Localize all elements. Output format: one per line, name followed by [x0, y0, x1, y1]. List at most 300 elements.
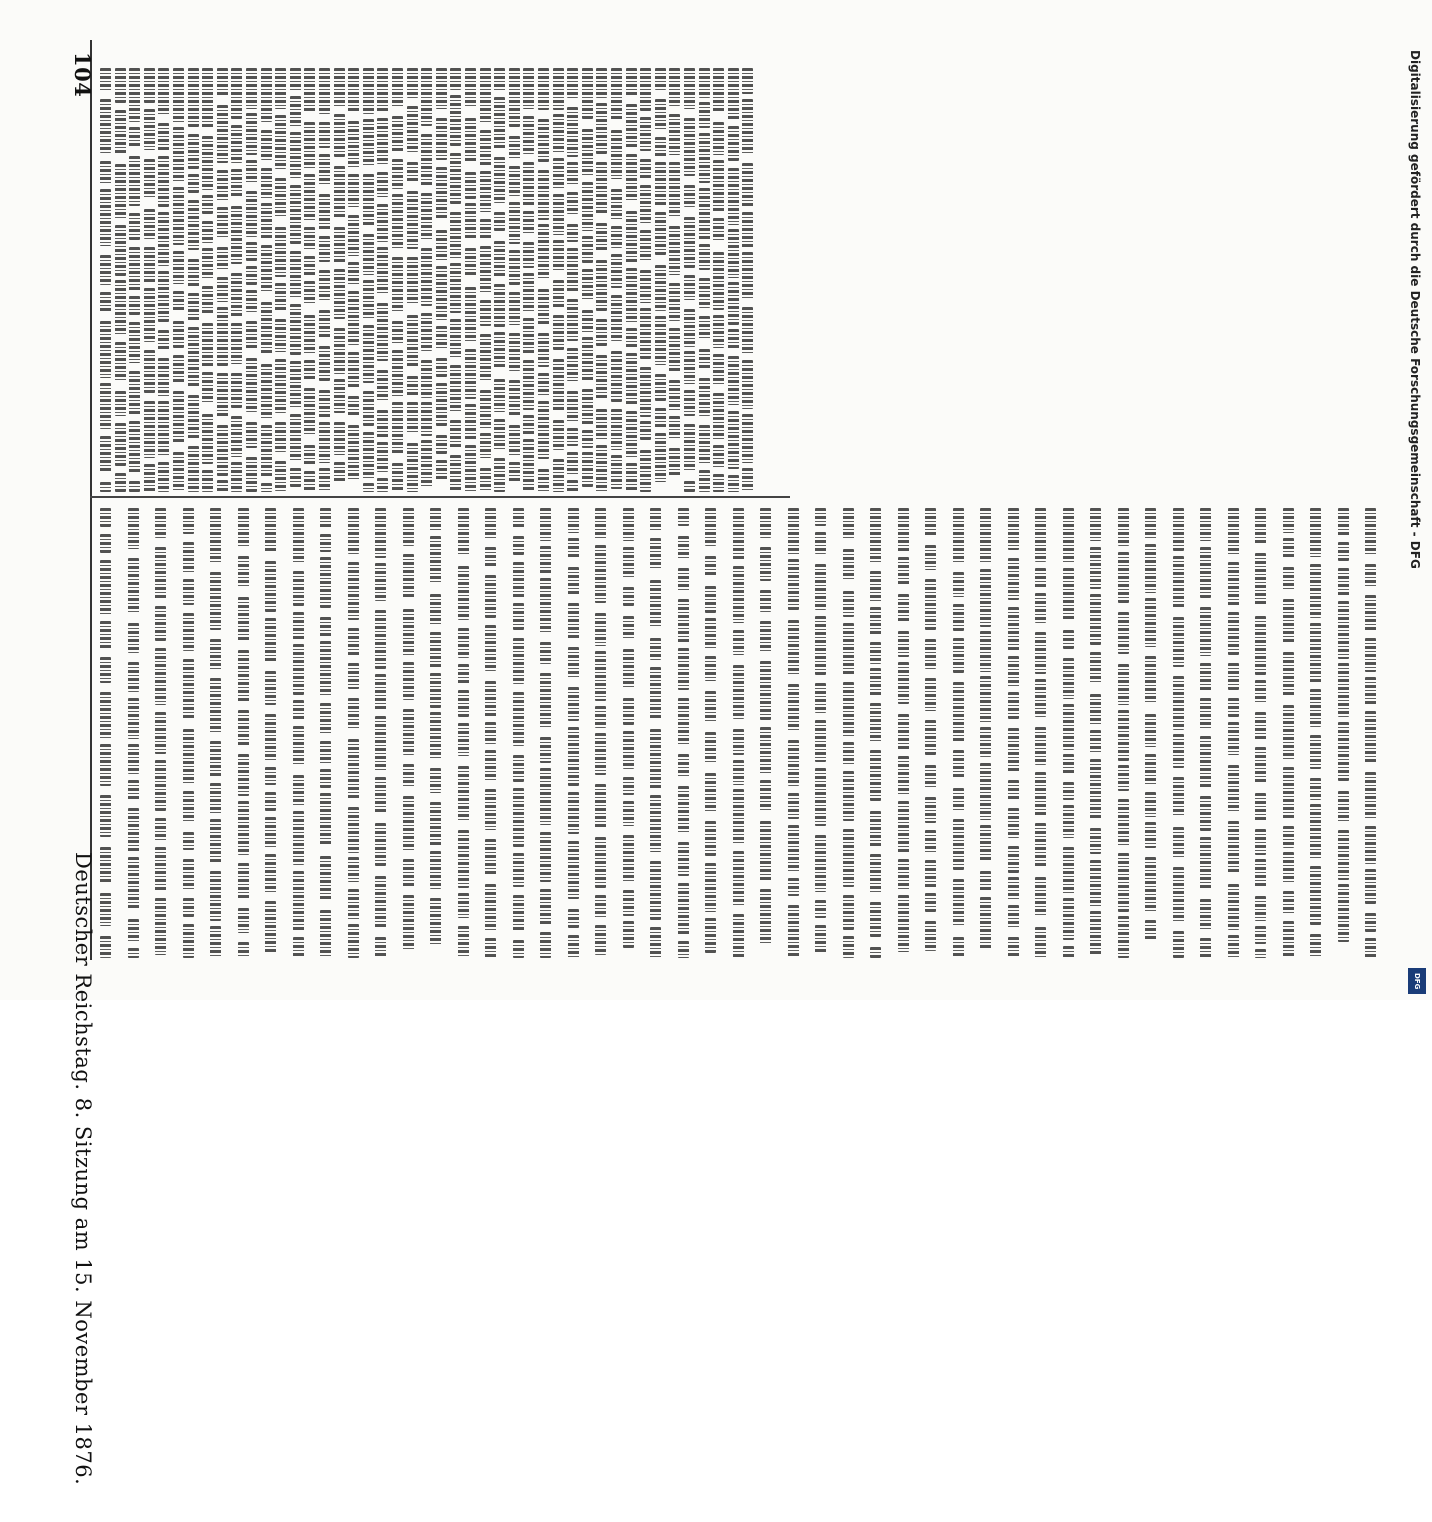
text-line-segment	[567, 391, 578, 423]
text-line-segment	[238, 710, 249, 746]
text-line-segment	[319, 236, 330, 262]
text-line-segment	[485, 547, 496, 568]
text-line-segment	[699, 470, 710, 492]
text-line-segment	[485, 722, 496, 744]
text-line-segment	[334, 462, 345, 483]
text-line-segment	[246, 191, 257, 237]
text-line-segment	[265, 792, 276, 810]
text-line-segment	[304, 281, 315, 305]
text-line-segment	[1035, 508, 1046, 562]
text-line-segment	[728, 229, 739, 278]
text-line-segment	[183, 791, 194, 822]
text-line-segment	[684, 309, 695, 346]
text-line-segment	[898, 508, 909, 553]
text-line-segment	[465, 203, 476, 239]
text-line-segment	[173, 452, 184, 492]
text-line-segment	[217, 207, 228, 239]
text-line-segment	[655, 137, 666, 157]
text-line-segment	[684, 481, 695, 492]
text-line-segment	[1090, 694, 1101, 726]
text-line-segment	[173, 251, 184, 284]
text-line-segment	[596, 355, 607, 400]
text-line-segment	[238, 863, 249, 899]
text-line-segment	[1310, 623, 1321, 682]
text-line-segment	[188, 174, 199, 194]
text-line-segment	[458, 766, 469, 822]
text-line-segment	[843, 771, 854, 821]
text-line-segment	[430, 768, 441, 793]
text-line-segment	[733, 665, 744, 719]
text-line-segment	[1228, 562, 1239, 606]
text-line-segment	[183, 542, 194, 573]
text-line-segment	[1008, 508, 1019, 550]
text-line-segment	[392, 463, 403, 492]
text-line-segment	[582, 68, 593, 119]
text-line-segment	[1035, 593, 1046, 623]
text-line-segment	[348, 628, 359, 656]
text-line-segment	[202, 248, 213, 280]
text-line-segment	[319, 346, 330, 381]
text-line-segment	[407, 162, 418, 182]
text-line-segment	[265, 817, 276, 848]
text-line-segment	[611, 254, 622, 288]
text-line-segment	[1365, 869, 1376, 904]
text-line-segment	[1228, 821, 1239, 874]
text-line-segment	[655, 408, 666, 428]
text-line-segment	[377, 68, 388, 112]
text-line-segment	[1090, 730, 1101, 753]
text-line-segment	[320, 910, 331, 957]
text-line-segment	[485, 884, 496, 931]
text-line-segment	[1200, 607, 1211, 656]
text-line-segment	[815, 564, 826, 610]
text-line-segment	[705, 618, 716, 651]
text-line-segment	[843, 936, 854, 958]
text-line-segment	[1365, 677, 1376, 705]
text-line-segment	[870, 750, 881, 802]
text-line-segment	[1338, 663, 1349, 717]
text-line-segment	[183, 898, 194, 917]
text-line-segment	[540, 889, 551, 926]
text-line-segment	[238, 754, 249, 796]
text-line-segment	[1365, 913, 1376, 932]
text-line-segment	[705, 918, 716, 953]
text-line-segment	[626, 328, 637, 349]
text-line-segment	[870, 668, 881, 696]
text-line-segment	[261, 68, 272, 122]
text-line-segment	[705, 732, 716, 764]
text-line-segment	[1255, 712, 1266, 740]
text-line-segment	[173, 391, 184, 442]
text-line-segment	[595, 895, 606, 918]
text-line-segment	[231, 125, 242, 164]
text-line-segment	[100, 657, 111, 683]
text-line-segment	[1063, 508, 1074, 563]
text-line-segment	[348, 174, 359, 207]
text-line-segment	[480, 468, 491, 492]
text-line-segment	[1365, 595, 1376, 632]
text-line-segment	[238, 650, 249, 702]
text-line-segment	[1310, 689, 1321, 727]
text-line-segment	[567, 224, 578, 242]
text-line-segment	[595, 545, 606, 603]
text-line-segment	[1283, 891, 1294, 914]
text-line-segment	[870, 902, 881, 937]
text-line-segment	[640, 159, 651, 179]
text-line-segment	[115, 280, 126, 336]
text-line-segment	[1090, 652, 1101, 685]
text-line-segment	[699, 349, 710, 371]
text-line-segment	[348, 663, 359, 689]
text-line-segment	[183, 859, 194, 891]
text-line-segment	[980, 508, 991, 564]
text-line-segment	[1283, 567, 1294, 591]
text-line-segment	[217, 307, 228, 367]
text-line-segment	[523, 415, 534, 435]
text-line-segment	[713, 393, 724, 439]
text-line-segment	[980, 871, 991, 891]
text-line-segment	[699, 244, 710, 270]
text-line-segment	[458, 723, 469, 756]
text-line-segment	[611, 226, 622, 247]
text-line-segment	[407, 402, 418, 433]
text-line-segment	[421, 134, 432, 185]
text-line-segment	[100, 321, 111, 378]
text-line-segment	[348, 924, 359, 958]
text-line-segment	[494, 241, 505, 277]
text-line-segment	[788, 878, 799, 896]
text-line-segment	[925, 545, 936, 570]
text-line-segment	[898, 594, 909, 622]
text-line-segment	[623, 616, 634, 640]
text-line-segment	[403, 662, 414, 700]
text-line-segment	[678, 568, 689, 592]
text-line-segment	[925, 639, 936, 668]
text-line-segment	[290, 304, 301, 355]
text-line-segment	[1063, 847, 1074, 894]
text-line-segment	[188, 68, 199, 127]
text-line-segment	[1255, 926, 1266, 944]
text-line-segment	[568, 603, 579, 640]
text-line-segment	[733, 729, 744, 755]
text-line-segment	[742, 360, 753, 409]
text-line-segment	[465, 349, 476, 399]
text-line-segment	[513, 508, 524, 528]
text-line-segment	[509, 333, 520, 371]
text-line-segment	[320, 641, 331, 697]
text-line-segment	[436, 358, 447, 377]
text-line-segment	[540, 832, 551, 881]
text-line-segment	[465, 404, 476, 439]
text-line-segment	[436, 326, 447, 351]
text-line-segment	[678, 648, 689, 690]
text-line-segment	[669, 162, 680, 218]
text-line-segment	[183, 508, 194, 534]
text-line-segment	[407, 443, 418, 492]
text-line-segment	[640, 230, 651, 261]
text-line-segment	[1063, 630, 1074, 649]
text-line-segment	[567, 68, 578, 98]
text-line-segment	[655, 433, 666, 481]
text-line-segment	[158, 68, 169, 115]
text-line-segment	[115, 391, 126, 416]
text-line-segment	[128, 919, 139, 942]
text-line-segment	[231, 273, 242, 318]
text-line-segment	[375, 508, 386, 558]
text-line-segment	[115, 423, 126, 466]
text-line-segment	[623, 835, 634, 882]
text-line-segment	[1255, 553, 1266, 606]
text-line-segment	[728, 329, 739, 350]
text-line-segment	[1283, 652, 1294, 696]
text-line-segment	[210, 741, 221, 776]
text-line-segment	[568, 687, 579, 721]
text-line-segment	[567, 192, 578, 214]
text-line-segment	[898, 714, 909, 751]
text-line-segment	[375, 716, 386, 771]
text-line-segment	[430, 673, 441, 708]
text-line-segment	[183, 729, 194, 784]
text-line-segment	[319, 122, 330, 148]
text-line-segment	[1145, 792, 1156, 817]
text-line-segment	[183, 832, 194, 850]
text-line-segment	[553, 359, 564, 411]
text-line-segment	[407, 257, 418, 305]
text-line-segment	[392, 321, 403, 344]
text-line-segment	[788, 684, 799, 731]
text-line-segment	[348, 121, 359, 168]
text-line-segment	[540, 737, 551, 763]
text-line-segment	[217, 105, 228, 163]
text-line-segment	[293, 726, 304, 765]
text-line-segment	[980, 676, 991, 723]
text-line-segment	[669, 226, 680, 275]
text-line-segment	[290, 361, 301, 409]
text-line-segment	[623, 890, 634, 916]
text-line-segment	[485, 625, 496, 671]
text-line-segment	[210, 783, 221, 815]
text-line-segment	[304, 227, 315, 251]
text-line-segment	[334, 422, 345, 454]
text-line-segment	[1063, 568, 1074, 621]
text-line-segment	[100, 893, 111, 926]
text-line-segment	[210, 639, 221, 671]
text-line-segment	[595, 784, 606, 828]
text-line-segment	[1008, 846, 1019, 872]
text-line-segment	[128, 744, 139, 774]
text-line-segment	[158, 462, 169, 492]
text-line-segment	[100, 847, 111, 884]
text-line-segment	[436, 435, 447, 454]
text-line-segment	[953, 750, 964, 778]
text-line-segment	[509, 380, 520, 416]
text-line-segment	[407, 315, 418, 368]
text-line-segment	[1338, 508, 1349, 537]
text-line-segment	[1063, 754, 1074, 773]
text-line-segment	[319, 422, 330, 463]
text-line-segment	[582, 236, 593, 263]
text-line-segment	[678, 786, 689, 833]
text-line-segment	[980, 763, 991, 820]
text-line-segment	[334, 227, 345, 264]
text-line-segment	[1090, 828, 1101, 854]
text-line-segment	[129, 371, 140, 416]
text-line-segment	[210, 871, 221, 921]
text-line-segment	[375, 823, 386, 865]
text-line-segment	[375, 674, 386, 711]
dfg-logo: DFG	[1408, 968, 1426, 994]
text-line-segment	[1283, 508, 1294, 533]
text-line-segment	[595, 651, 606, 700]
text-line-segment	[582, 269, 593, 302]
text-line-segment	[925, 508, 936, 537]
text-line-segment	[898, 756, 909, 795]
text-line-segment	[678, 508, 689, 526]
text-line-segment	[509, 292, 520, 325]
text-line-segment	[699, 68, 710, 98]
text-line-segment	[509, 462, 520, 482]
text-line-segment	[377, 118, 388, 164]
text-line-segment	[1008, 656, 1019, 688]
text-line-segment	[1008, 607, 1019, 652]
text-line-segment	[375, 876, 386, 929]
text-line-segment	[173, 321, 184, 348]
text-line-segment	[202, 195, 213, 215]
text-line-segment	[450, 212, 461, 259]
text-line-segment	[421, 440, 432, 488]
text-line-segment	[1310, 735, 1321, 769]
text-line-segment	[713, 252, 724, 311]
text-line-segment	[898, 662, 909, 704]
text-line-segment	[275, 422, 286, 452]
text-line-segment	[650, 580, 661, 628]
text-line-segment	[1310, 804, 1321, 859]
text-line-segment	[582, 389, 593, 425]
text-line-segment	[567, 107, 578, 157]
text-line-segment	[611, 351, 622, 402]
text-line-segment	[202, 136, 213, 190]
text-line-segment	[596, 409, 607, 440]
text-line-segment	[319, 194, 330, 229]
text-line-segment	[202, 68, 213, 128]
text-line-segment	[1365, 564, 1376, 587]
text-line-segment	[100, 692, 111, 738]
text-line-segment	[265, 671, 276, 705]
text-line-segment	[265, 854, 276, 892]
text-line-segment	[705, 773, 716, 813]
text-line-segment	[760, 821, 771, 881]
text-line-segment	[320, 508, 331, 529]
text-line-segment	[155, 898, 166, 955]
text-line-segment	[494, 379, 505, 412]
text-line-segment	[421, 402, 432, 436]
text-line-segment	[1255, 508, 1266, 544]
text-line-segment	[1365, 826, 1376, 864]
text-line-segment	[513, 536, 524, 555]
text-line-segment	[684, 424, 695, 472]
text-line-segment	[363, 174, 374, 226]
text-line-segment	[650, 861, 661, 920]
text-line-segment	[1118, 612, 1129, 655]
text-line-segment	[540, 546, 551, 573]
text-line-segment	[1173, 867, 1184, 924]
text-line-segment	[733, 760, 744, 785]
text-line-segment	[334, 379, 345, 413]
text-line-segment	[1063, 898, 1074, 940]
text-line-segment	[1008, 558, 1019, 600]
text-line-segment	[568, 508, 579, 533]
text-line-segment	[231, 373, 242, 408]
text-line-segment	[898, 801, 909, 853]
text-line-segment	[494, 419, 505, 451]
text-line-segment	[655, 68, 666, 90]
text-line-segment	[870, 854, 881, 894]
text-line-segment	[623, 777, 634, 796]
text-line-segment	[684, 217, 695, 268]
text-line-segment	[261, 425, 272, 476]
text-line-segment	[293, 937, 304, 958]
text-line-segment	[595, 508, 606, 539]
text-line-segment	[655, 99, 666, 130]
text-line-segment	[348, 698, 359, 730]
text-line-segment	[320, 557, 331, 608]
text-line-segment	[538, 170, 549, 219]
text-line-segment	[1338, 542, 1349, 561]
text-line-segment	[1145, 714, 1156, 747]
text-line-segment	[788, 825, 799, 872]
text-line-segment	[217, 68, 228, 96]
text-line-segment	[640, 117, 651, 152]
text-line-segment	[144, 464, 155, 492]
text-line-segment	[144, 247, 155, 284]
text-line-segment	[705, 508, 716, 546]
text-line-segment	[129, 213, 140, 240]
text-line-segment	[436, 167, 447, 220]
text-line-segment	[494, 97, 505, 149]
text-line-segment	[275, 178, 286, 218]
text-line-segment	[523, 439, 534, 492]
text-line-segment	[684, 185, 695, 207]
text-line-segment	[788, 508, 799, 555]
text-line-segment	[377, 370, 388, 401]
text-line-segment	[158, 330, 169, 351]
text-line-segment	[158, 358, 169, 396]
text-line-segment	[513, 755, 524, 782]
text-line-segment	[261, 203, 272, 239]
text-line-segment	[1145, 920, 1156, 941]
text-line-segment	[728, 411, 739, 469]
text-line-segment	[553, 315, 564, 351]
text-line-segment	[1145, 656, 1156, 703]
text-line-segment	[1090, 508, 1101, 541]
text-line-segment	[540, 768, 551, 825]
text-line-segment	[144, 109, 155, 150]
text-line-segment	[458, 628, 469, 659]
text-line-segment	[733, 630, 744, 655]
text-line-segment	[407, 376, 418, 397]
text-line-segment	[742, 252, 753, 299]
text-line-segment	[188, 259, 199, 287]
text-column-left	[100, 68, 780, 492]
text-line-segment	[513, 692, 524, 746]
text-line-segment	[1200, 736, 1211, 788]
text-line-segment	[553, 459, 564, 492]
text-line-segment	[1283, 599, 1294, 642]
text-line-segment	[626, 68, 637, 96]
text-line-segment	[144, 288, 155, 342]
text-line-segment	[1145, 544, 1156, 593]
text-line-segment	[348, 425, 359, 480]
